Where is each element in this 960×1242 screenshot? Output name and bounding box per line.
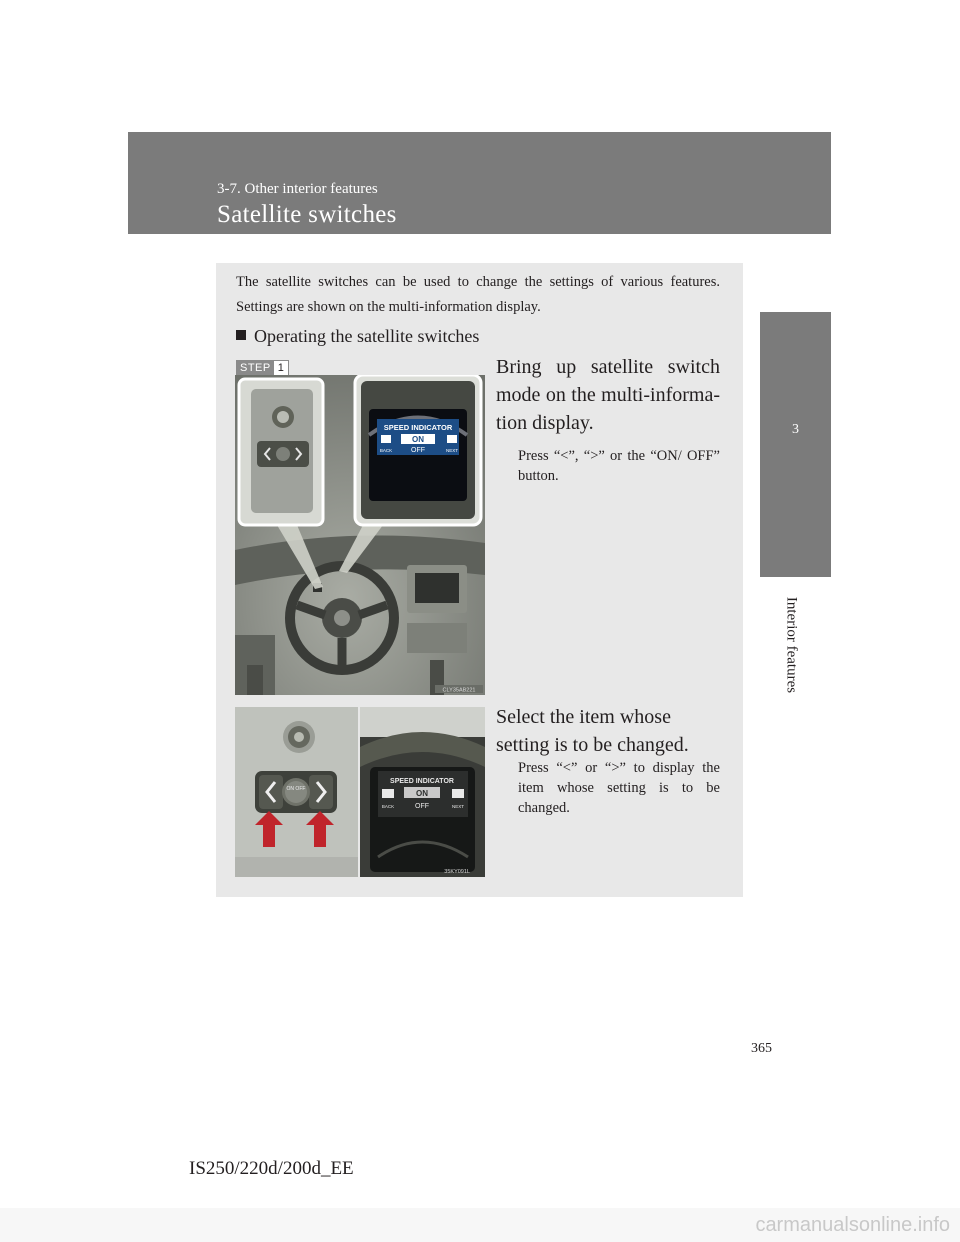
step-1-illustration [235, 375, 485, 695]
switch-drawing [235, 707, 358, 877]
display-line1: SPEED INDICATOR [390, 778, 454, 785]
display-on: ON [416, 789, 428, 798]
image-code: CLY35AB221 [442, 687, 476, 694]
subheading-text: Operating the satellite switches [254, 326, 480, 346]
section-label: 3-7. Other interior features [217, 181, 378, 197]
square-bullet-icon [236, 330, 246, 340]
page-title: Satellite switches [217, 201, 397, 228]
watermark-bar [0, 1208, 960, 1242]
display-next: NEXT [445, 448, 459, 453]
display-on: ON [412, 435, 424, 444]
step-1-badge [236, 360, 289, 376]
intro-paragraph: The satellite switches can be used to change the settings of various features. Settings are shown on the multi-information display. [236, 274, 720, 315]
step-2-note: Press “<” or “>” to display the item whose setting is to be changed. [518, 760, 720, 816]
step-2-title: Select the item whose setting is to be changed. [496, 706, 689, 756]
step-1-note: Press “<”, “>” or the “ON/ OFF” button. [518, 448, 720, 484]
chapter-number: 3 [792, 422, 799, 437]
dashboard-drawing [235, 375, 485, 695]
chapter-tab[interactable] [760, 312, 831, 577]
display-back: BACK [379, 448, 393, 453]
display-off: OFF [411, 447, 425, 454]
subheading [236, 322, 479, 350]
image-code: 35KY091L [444, 869, 470, 875]
chapter-label-text: Interior features [783, 596, 800, 694]
display-next: NEXT [451, 804, 465, 809]
display-off: OFF [415, 803, 429, 810]
model-code: IS250/220d/200d_EE [189, 1158, 354, 1179]
page-number: 365 [751, 1041, 772, 1056]
display-back: BACK [381, 804, 395, 809]
page-header [128, 132, 831, 234]
step-number: 1 [274, 361, 288, 375]
display-drawing [360, 707, 485, 877]
chapter-label [761, 585, 821, 705]
step-2-display-illustration [360, 707, 485, 877]
step-1-title: Bring up satellite switch mode on the multi-informa-tion display. [496, 356, 720, 434]
step-word: STEP [237, 361, 274, 375]
watermark-text[interactable]: carmanualsonline.info [755, 1214, 950, 1236]
switch-on-off-label: ON OFF [286, 786, 306, 792]
step-2-switch-illustration [235, 707, 358, 877]
display-line1: SPEED INDICATOR [383, 423, 453, 432]
